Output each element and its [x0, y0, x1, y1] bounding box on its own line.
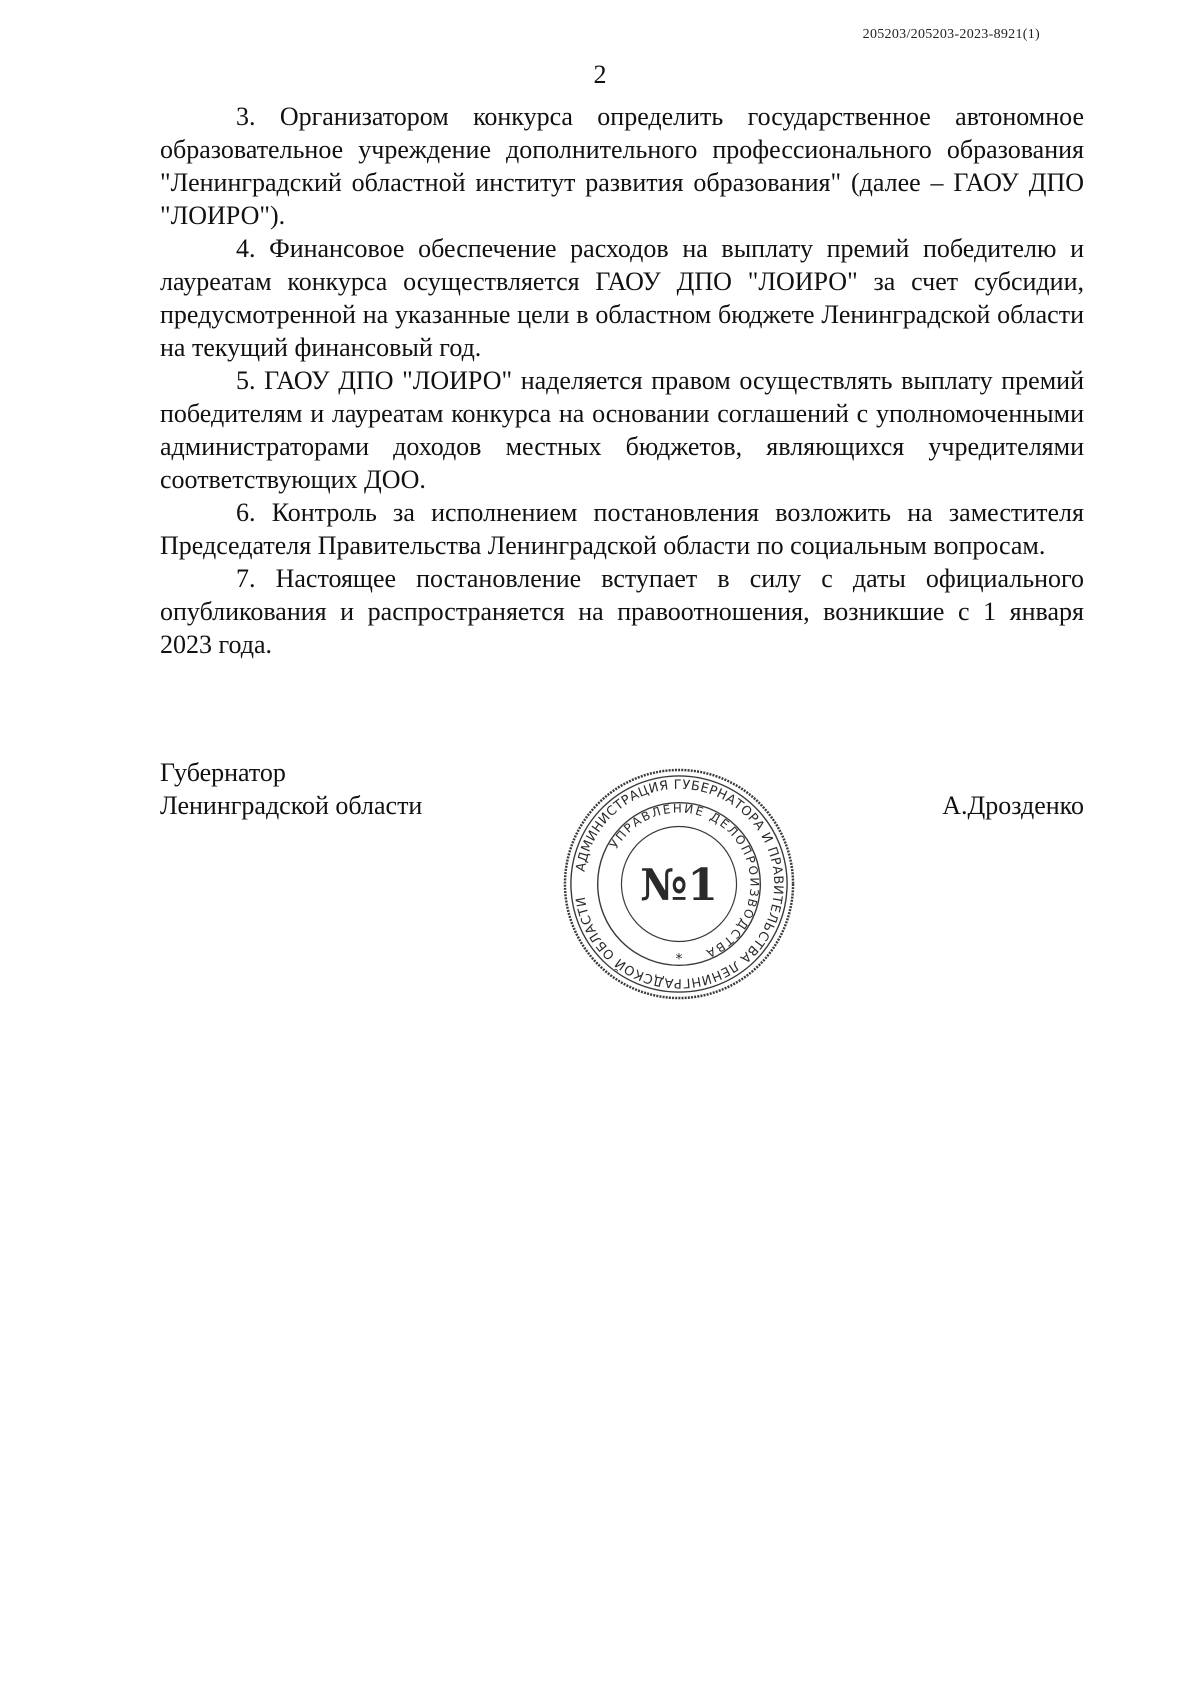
- stamp-outer-text: АДМИНИСТРАЦИЯ ГУБЕРНАТОРА И ПРАВИТЕЛЬСТВА ЛЕНИНГРАДСКОЙ ОБЛАСТИ: [573, 777, 786, 991]
- page-number: 2: [593, 60, 607, 89]
- paragraph-4: 4. Финансовое обеспечение расходов на выплату премий победителю и лауреатам конкурса осуществляется ГАОУ ДПО "ЛОИРО" за счет субсидии, предусмотренной на указанные цели в областном бюджете Ленинградской области на текущий финансовый год.: [160, 234, 1084, 362]
- stamp-inner-text: УПРАВЛЕНИЕ ДЕЛОПРОИЗВОДСТВА: [607, 801, 762, 962]
- paragraph-3: 3. Организатором конкурса определить государственное автономное образовательное учреждение дополнительного профессионального образования "Ленинградский областной институт развития образования" (далее – ГАОУ ДПО "ЛОИРО").: [160, 102, 1084, 230]
- official-stamp: [560, 765, 798, 1003]
- paragraph-7: 7. Настоящее постановление вступает в силу с даты официального опубликования и распространяется на правоотношения, возникшие с 1 января 2023 года.: [160, 564, 1084, 659]
- paragraph-6: 6. Контроль за исполнением постановления возложить на заместителя Председателя Правительства Ленинградской области по социальным вопросам.: [160, 498, 1084, 560]
- stamp-star: *: [675, 951, 683, 968]
- document-body: [160, 100, 1084, 661]
- signatory-title: [160, 756, 422, 822]
- signatory-title-line-1: Губернатор: [160, 758, 286, 787]
- signatory-name: А.Дрозденко: [942, 791, 1084, 820]
- paragraph-5: 5. ГАОУ ДПО "ЛОИРО" наделяется правом осуществлять выплату премий победителям и лауреатам конкурса на основании соглашений с уполномоченными администраторами доходов местных бюджетов, являющихся учредителями соответствующих ДОО.: [160, 366, 1084, 494]
- signatory-title-line-2: Ленинградской области: [160, 791, 423, 820]
- document-id: 205203/205203-2023-8921(1): [862, 27, 1040, 42]
- stamp-center-number: №1: [640, 859, 718, 911]
- stamp-icon: [560, 765, 798, 1003]
